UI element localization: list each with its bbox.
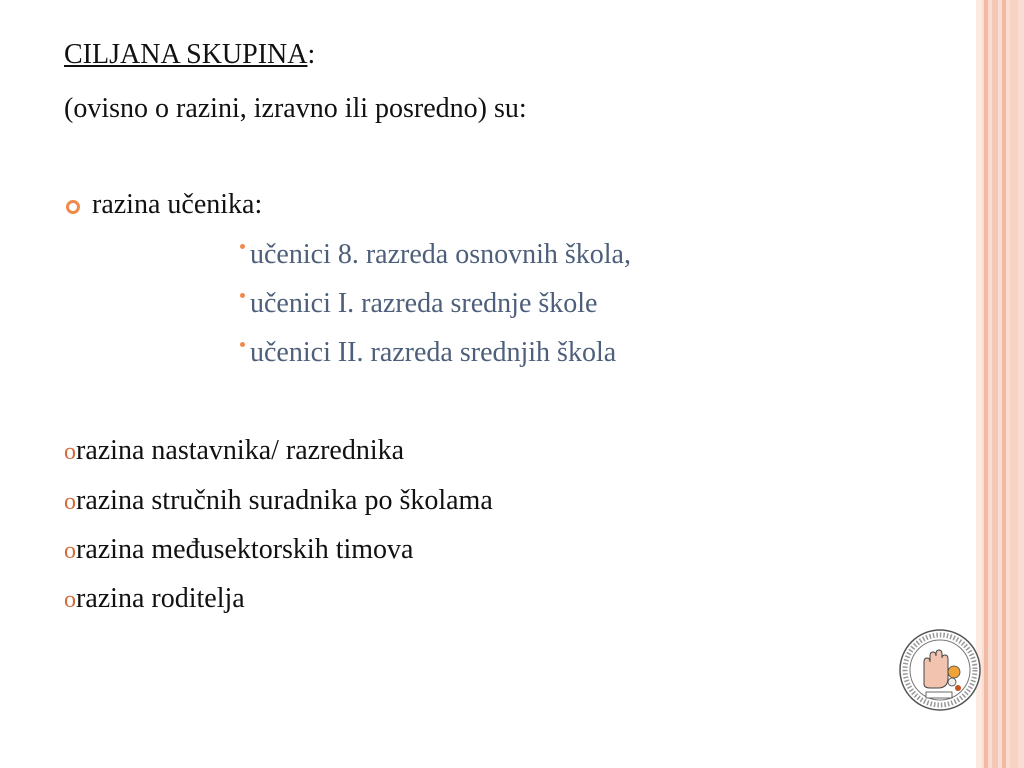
heading-line — [64, 38, 315, 72]
list-item-text: razina roditelja — [76, 583, 245, 614]
heading-colon: : — [307, 39, 316, 70]
list-item-text: učenici II. razreda srednjih škola — [250, 337, 617, 368]
o-bullet-icon: o — [64, 489, 76, 515]
o-bullet-icon: o — [64, 538, 76, 564]
ring-bullet-icon — [66, 200, 80, 214]
list-item-text: učenici I. razreda srednje škole — [250, 288, 598, 319]
list-item-text: razina nastavnika/ razrednika — [76, 435, 405, 466]
heading-title: CILJANA SKUPINA — [64, 39, 308, 70]
list-item-text: razina međusektorskih timova — [76, 534, 414, 565]
prevention-program-seal-icon — [898, 628, 982, 712]
dot-bullet-icon — [240, 342, 245, 347]
list-item-text: razina stručnih suradnika po školama — [76, 485, 493, 516]
heading-subtitle: (ovisno o razini, izravno ili posredno) su: — [64, 93, 527, 124]
decorative-side-stripes — [976, 0, 1024, 768]
dot-bullet-icon — [240, 244, 245, 249]
list-item-text: učenici 8. razreda osnovnih škola, — [250, 239, 631, 270]
o-bullet-icon: o — [64, 439, 76, 465]
list-item — [240, 336, 616, 370]
dot-bullet-icon — [240, 293, 245, 298]
o-bullet-icon: o — [64, 587, 76, 613]
list-item — [240, 287, 597, 321]
list-item — [64, 582, 245, 617]
list-item — [64, 434, 404, 469]
students-level-label: razina učenika: — [92, 189, 263, 220]
list-item — [240, 238, 631, 272]
list-item — [64, 533, 413, 568]
list-item — [64, 484, 493, 519]
